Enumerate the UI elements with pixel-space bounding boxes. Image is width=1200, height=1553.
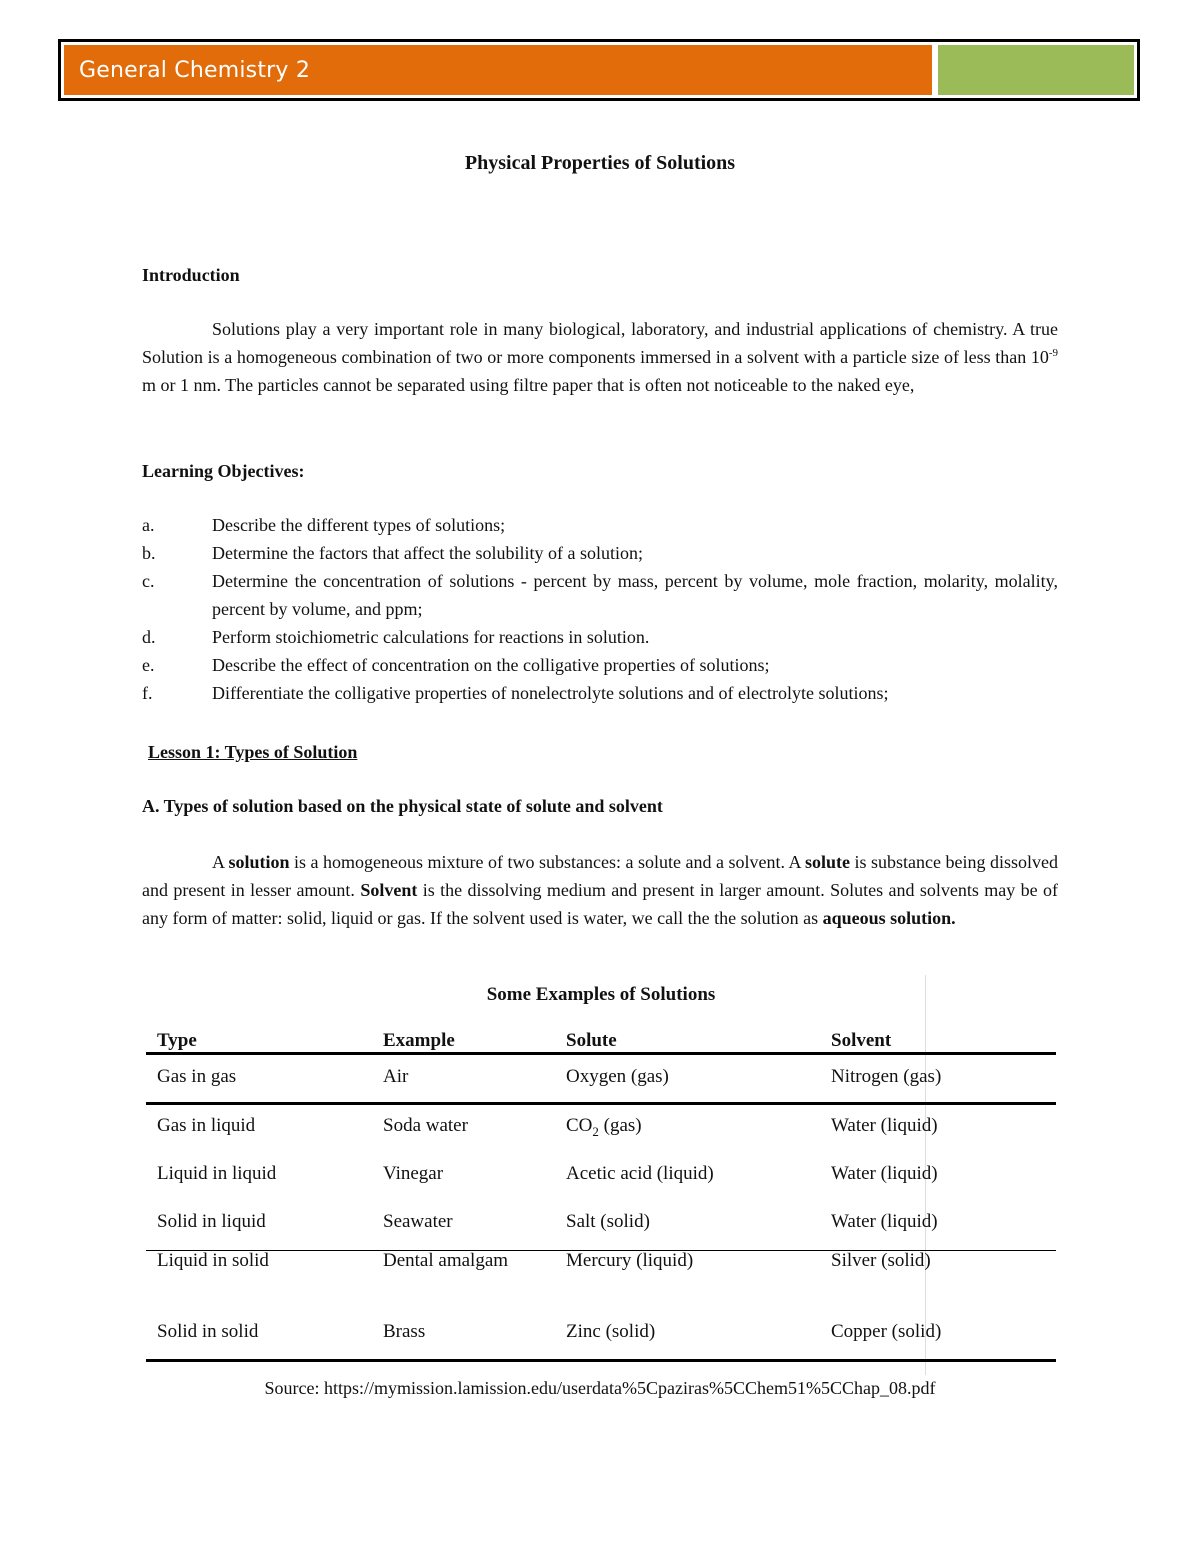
table-cell: Nitrogen (gas) xyxy=(831,1066,942,1087)
table-cell: Solid in liquid xyxy=(157,1211,266,1232)
header-title-block xyxy=(64,45,932,95)
table-row xyxy=(146,1250,1056,1278)
list-item xyxy=(142,679,1058,707)
co2-formula: CO xyxy=(566,1115,593,1136)
para-text: is a homogeneous mixture of two substances: a solute and a solvent. A xyxy=(289,852,805,872)
list-item-text: Determine the concentration of solutions - percent by mass, percent by volume, mole fraction, molarity, molality, percent by volume, and ppm; xyxy=(212,571,1058,619)
term-solute: solute xyxy=(805,852,850,872)
term-aqueous-solution: aqueous solution. xyxy=(822,908,956,928)
term-solvent: Solvent xyxy=(360,880,418,900)
para-text: is the dissolving medium and present in larger amount. Solutes and solvents may be of any form of matter: solid, liquid or gas. If the solvent used is water, we call the the solution as xyxy=(142,880,1058,928)
table-row xyxy=(146,1163,1056,1191)
table-cell: Seawater xyxy=(383,1211,453,1232)
table-cell: Liquid in liquid xyxy=(157,1163,277,1184)
intro-exponent: -9 xyxy=(1048,347,1058,359)
list-marker: b. xyxy=(142,543,156,563)
list-item-text: Differentiate the colligative properties of nonelectrolyte solutions and of electrolyte solutions; xyxy=(212,683,889,703)
list-item xyxy=(142,623,1058,651)
solutions-examples-table xyxy=(146,980,1056,1400)
objectives-list xyxy=(142,511,1058,707)
table-header-cell: Solvent xyxy=(831,1030,892,1051)
list-marker: c. xyxy=(142,571,155,591)
table-rule xyxy=(146,1359,1056,1362)
course-title: General Chemistry 2 xyxy=(79,57,311,83)
course-header-banner xyxy=(58,39,1140,101)
para-text: is substance being dissolved and present in lesser amount. xyxy=(142,852,1058,900)
solution-definition-paragraph xyxy=(142,848,1058,932)
table-cell: Silver (solid) xyxy=(831,1250,931,1271)
co2-subscript: 2 xyxy=(592,1123,599,1139)
table-row xyxy=(146,1321,1056,1349)
table-cell: Water (liquid) xyxy=(831,1115,938,1136)
table-cell: Water (liquid) xyxy=(831,1163,938,1184)
table-cell: Salt (solid) xyxy=(566,1211,650,1232)
table-cell: Mercury (liquid) xyxy=(566,1250,694,1271)
list-item xyxy=(142,511,1058,539)
table-cell: Oxygen (gas) xyxy=(566,1066,669,1087)
table-cell: Air xyxy=(383,1066,409,1087)
list-item xyxy=(142,539,1058,567)
introduction-heading: Introduction xyxy=(142,265,240,285)
objectives-heading: Learning Objectives: xyxy=(142,461,305,481)
table-cell: Brass xyxy=(383,1321,426,1342)
table-cell: Soda water xyxy=(383,1115,468,1136)
lesson-1-heading: Lesson 1: Types of Solution xyxy=(148,742,358,762)
list-item-text: Perform stoichiometric calculations for reactions in solution. xyxy=(212,627,650,647)
table-caption: Some Examples of Solutions xyxy=(486,984,716,1005)
table-header-cell: Example xyxy=(383,1030,455,1051)
table-row xyxy=(146,1115,1056,1143)
table-cell: Solid in solid xyxy=(157,1321,259,1342)
table-body xyxy=(146,1030,1056,1400)
header-accent-block xyxy=(935,45,1134,95)
table-cell: Vinegar xyxy=(383,1163,444,1184)
table-rule xyxy=(146,1102,1056,1105)
section-a-heading: A. Types of solution based on the physical state of solute and solvent xyxy=(142,796,663,816)
introduction-paragraph xyxy=(142,315,1058,399)
table-header-cell: Type xyxy=(157,1030,197,1051)
table-cell: Liquid in solid xyxy=(157,1250,269,1271)
list-item-text: Describe the effect of concentration on the colligative properties of solutions; xyxy=(212,655,770,675)
table-cell: Zinc (solid) xyxy=(566,1321,656,1342)
table-row xyxy=(146,1066,1056,1094)
list-item xyxy=(142,567,1058,623)
list-marker: d. xyxy=(142,627,156,647)
table-rule xyxy=(146,1052,1056,1055)
list-marker: f. xyxy=(142,683,153,703)
para-text: A xyxy=(212,852,229,872)
table-header-cell: Solute xyxy=(566,1030,617,1051)
table-cell xyxy=(566,1115,642,1137)
table-cell: Acetic acid (liquid) xyxy=(566,1163,714,1184)
table-cell: Gas in liquid xyxy=(157,1115,256,1136)
table-row xyxy=(146,1211,1056,1239)
list-item-text: Describe the different types of solutions; xyxy=(212,515,506,535)
table-cell: Water (liquid) xyxy=(831,1211,938,1232)
co2-state: (gas) xyxy=(598,1115,642,1136)
term-solution: solution xyxy=(228,852,290,872)
table-cell: Gas in gas xyxy=(157,1066,237,1087)
list-item xyxy=(142,651,1058,679)
source-citation: Source: https://mymission.lamission.edu/userdata%5Cpaziras%5CChem51%5CChap_08.pdf xyxy=(264,1378,936,1398)
table-cell: Copper (solid) xyxy=(831,1321,942,1342)
intro-text-1: Solutions play a very important role in many biological, laboratory, and industrial applications of chemistry. A true Solution is a homogeneous combination of two or more components immersed in a solvent with a particle size of less than 10 xyxy=(142,319,1058,367)
list-marker: a. xyxy=(142,515,155,535)
list-item-text: Determine the factors that affect the solubility of a solution; xyxy=(212,543,644,563)
table-cell: Dental amalgam xyxy=(383,1250,509,1271)
page-title: Physical Properties of Solutions xyxy=(464,152,736,174)
intro-text-2: m or 1 nm. The particles cannot be separated using filtre paper that is often not noticeable to the naked eye, xyxy=(142,375,915,395)
list-marker: e. xyxy=(142,655,155,675)
